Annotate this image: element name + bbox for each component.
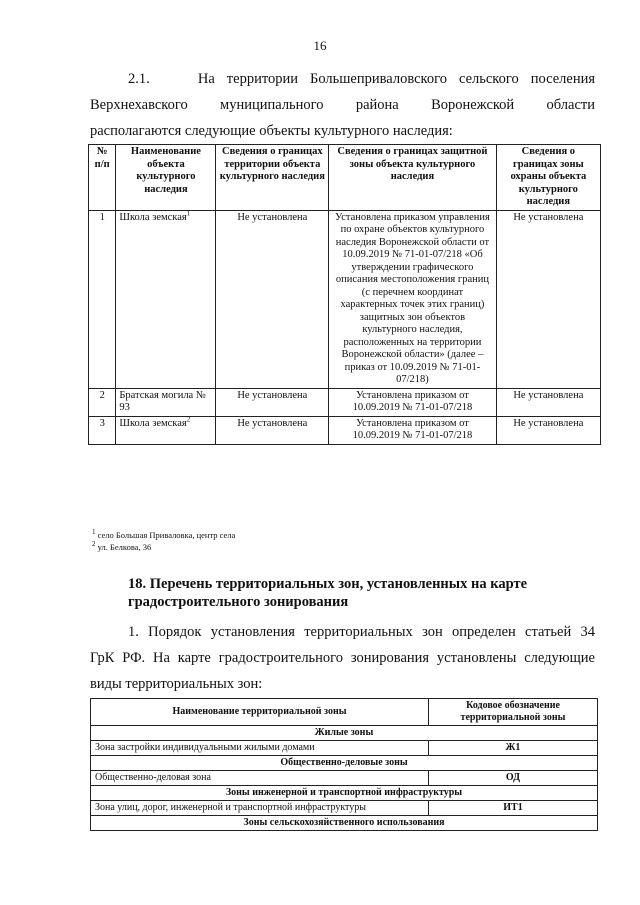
- table-row: [91, 741, 598, 756]
- table-row: [89, 210, 601, 388]
- intro-line-3: располагаются следующие объекты культурного наследия:: [90, 123, 453, 139]
- row-num: 1: [89, 210, 116, 388]
- section-heading: [90, 575, 595, 611]
- intro-line-2: Верхнехавского муниципального района Воронежской области: [90, 97, 595, 113]
- page-number: 16: [313, 38, 327, 53]
- intro-line-1: [90, 66, 595, 92]
- zone-group-title: Жилые зоны: [91, 726, 598, 741]
- col-protection-header: Сведения о границах защитной зоны объекта культурного наследия: [329, 145, 497, 211]
- intro-paragraph: [90, 66, 595, 144]
- zone-code: Ж1: [429, 741, 598, 756]
- row-num: 2: [89, 388, 116, 416]
- heritage-table: [88, 144, 601, 445]
- zone-group-title: Зоны сельскохозяйственного использования: [91, 816, 598, 831]
- footnote-mark: 2: [92, 540, 96, 549]
- zone-name-header: Наименование территориальной зоны: [91, 699, 429, 726]
- zones-table: [90, 698, 598, 831]
- zone-group-row: [91, 786, 598, 801]
- footnote-ref: 1: [186, 209, 191, 217]
- row-zone: Не установлена: [496, 210, 600, 388]
- row-zone: Не установлена: [496, 388, 600, 416]
- heritage-table-header: [89, 145, 601, 211]
- col-name-header: Наименование объекта культурного наследия: [116, 145, 216, 211]
- zone-group-row: [91, 726, 598, 741]
- row-name: [116, 416, 216, 444]
- section-heading-text: 18. Перечень территориальных зон, установленных на карте градостроительного зонирования: [128, 576, 528, 610]
- footnote-mark: 1: [92, 528, 96, 537]
- section-paragraph: [90, 619, 595, 697]
- row-zone: Не установлена: [496, 416, 600, 444]
- table-row: [89, 416, 601, 444]
- table-row: [91, 801, 598, 816]
- row-num: 3: [89, 416, 116, 444]
- row-protection: Установлена приказом от 10.09.2019 № 71-01-07/218: [329, 416, 497, 444]
- section-line-3: виды территориальных зон:: [90, 676, 263, 692]
- row-territory: Не установлена: [216, 416, 329, 444]
- zone-code: ОД: [429, 771, 598, 786]
- row-territory: Не установлена: [216, 388, 329, 416]
- intro-lead: 2.1.: [128, 71, 150, 87]
- section-line-2: ГрК РФ. На карте градостроительного зонирования установлены следующие: [90, 650, 595, 666]
- footnote-ref: 2: [186, 415, 191, 423]
- row-protection: Установлена приказом управления по охране объектов культурного наследия Воронежской области от 10.09.2019 № 71-01-07/218 «Об утверждении графического описания местоположения границ (с перечнем координат характерных точек этих границ) защитных зон объектов культурного наследия, расположенных на территории Воронежской области» (далее – приказ от 10.09.2019 № 71-01-07/218): [329, 210, 497, 388]
- section-line-1: 1. Порядок установления территориальных зон определен статьей 34: [128, 624, 595, 640]
- footnote-1: [92, 530, 235, 541]
- footnote-2: [92, 542, 151, 553]
- row-name: [116, 210, 216, 388]
- zone-group-title: Зоны инженерной и транспортной инфраструктуры: [91, 786, 598, 801]
- zone-code-header: Кодовое обозначение территориальной зоны: [429, 699, 598, 726]
- table-row: [91, 771, 598, 786]
- zone-code: ИТ1: [429, 801, 598, 816]
- zone-name: Общественно-деловая зона: [91, 771, 429, 786]
- intro-rest: На территории Большеприваловского сельского поселения: [197, 71, 596, 87]
- zone-group-title: Общественно-деловые зоны: [91, 756, 598, 771]
- col-zone-header: Сведения о границах зоны охраны объекта культурного наследия: [496, 145, 600, 211]
- footnote-text: село Большая Приваловка, центр села: [95, 530, 236, 540]
- row-name-text: Школа земская: [119, 417, 187, 429]
- row-name: Братская могила № 93: [116, 388, 216, 416]
- zone-name: Зона застройки индивидуальными жилыми домами: [91, 741, 429, 756]
- row-protection: Установлена приказом от 10.09.2019 № 71-01-07/218: [329, 388, 497, 416]
- zones-table-header: [91, 699, 598, 726]
- row-name-text: Школа земская: [119, 211, 187, 223]
- footnote-text: ул. Белкова, 36: [95, 542, 152, 552]
- col-territory-header: Сведения о границах территории объекта культурного наследия: [216, 145, 329, 211]
- table-row: [89, 388, 601, 416]
- col-num-header: № п/п: [89, 145, 116, 211]
- row-territory: Не установлена: [216, 210, 329, 388]
- zone-group-row: [91, 816, 598, 831]
- zone-group-row: [91, 756, 598, 771]
- zone-name: Зона улиц, дорог, инженерной и транспортной инфраструктуры: [91, 801, 429, 816]
